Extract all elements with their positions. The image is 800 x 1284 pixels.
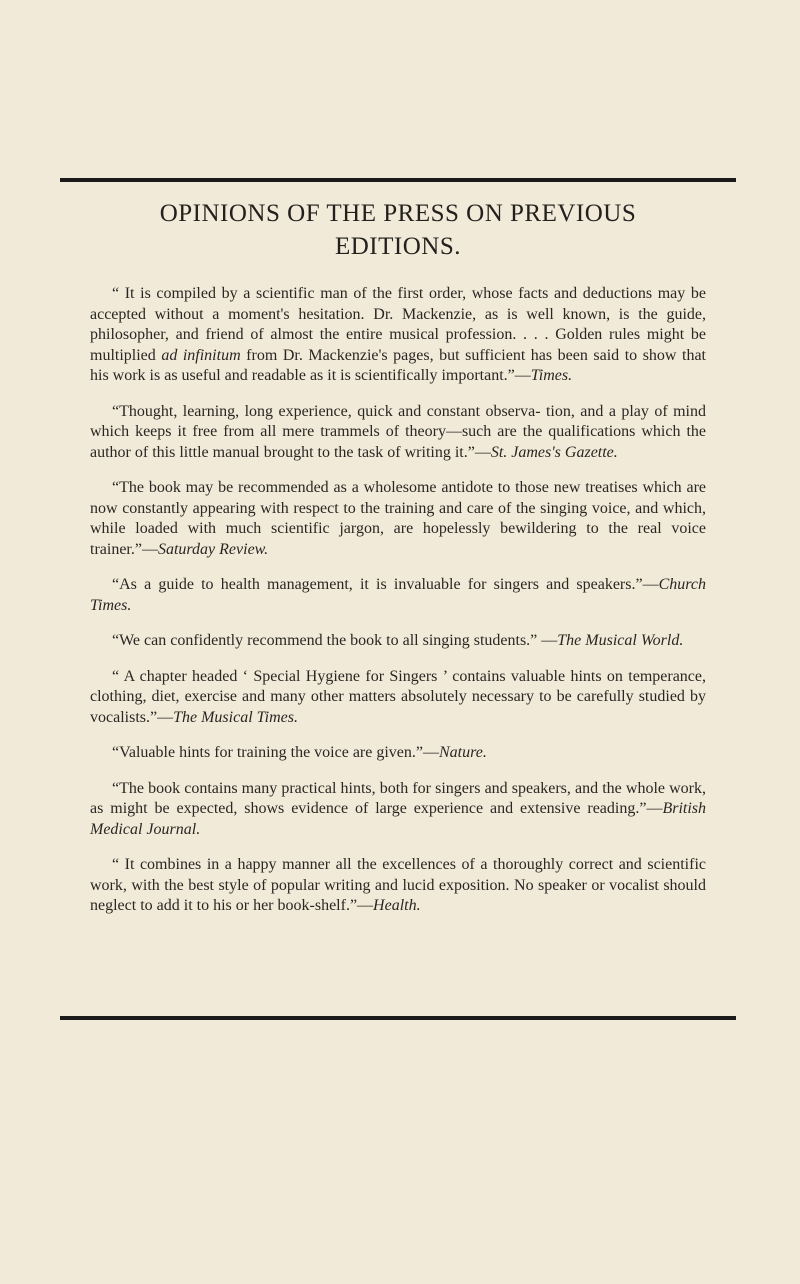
- quote-source: Health.: [373, 897, 421, 914]
- quote-text: “Valuable hints for training the voice are given.”—: [112, 744, 439, 761]
- quote-source: Nature.: [439, 744, 487, 761]
- quote-text: “ It is compiled by a scientific man of the first order, whose facts and deductions may be accepted without a moment's hesitation. Dr. Mackenzie, as is well known, is the guide, philosopher, and friend of almost the entire musical profession. . . . Golden rules might be multiplied: [90, 285, 706, 364]
- quote-text: from Dr. Mackenzie's pages, but sufficient has been said to show that his work is as useful and readable as it is scientifically important.”—: [90, 346, 707, 384]
- bottom-rule: [60, 1016, 736, 1020]
- quote-church-times: [90, 575, 706, 616]
- quote-source: British Medical Journal.: [90, 800, 706, 838]
- quote-nature: [90, 743, 706, 764]
- quote-text: “ It combines in a happy manner all the excellences of a thoroughly correct and scientific work, with the best style of popular writing and lucid exposition. No speaker or vocalist should neglect to add it to his or her book-shelf.”—: [90, 856, 706, 914]
- title-line-1: OPINIONS OF THE PRESS ON PREVIOUS: [159, 200, 637, 227]
- quote-text: “The book contains many practical hints, both for singers and speakers, and the whole work, as might be expected, shows evidence of large experience and extensive reading.”—: [90, 779, 706, 817]
- quote-st-jamess-gazette: [90, 402, 706, 464]
- quote-musical-times: [90, 667, 706, 729]
- quote-musical-world: [90, 631, 706, 652]
- quote-source: Times.: [530, 367, 573, 384]
- quote-text: “ A chapter headed ‘ Special Hygiene for Singers ’ contains valuable hints on temperance, clothing, diet, exercise and many other matters absolutely necessary to be carefully studied by vocalists.”—: [90, 667, 706, 726]
- page-title: [90, 197, 706, 263]
- quote-text: “As a guide to health management, it is invaluable for singers and speakers.”—: [112, 576, 659, 593]
- quote-source: St. James's Gazette.: [490, 443, 618, 461]
- quote-saturday-review: [90, 478, 706, 560]
- quote-text: “The book may be recommended as a wholesome antidote to those new treatises which are now constantly appearing with respect to the training and care of the singing voice, and which, while loaded with much scientific jargon, are hopelessly bewildering to the real voice trainer.”—: [90, 479, 706, 558]
- quote-text: “We can confidently recommend the book to all singing students.” —: [112, 632, 558, 649]
- quote-source: The Musical World.: [557, 632, 684, 649]
- quote-health: [90, 855, 706, 917]
- title-line-2: EDITIONS.: [334, 233, 461, 260]
- quote-british-medical-journal: [90, 779, 706, 841]
- quote-times: [90, 284, 706, 387]
- page-content: [90, 197, 706, 932]
- quote-italic-phrase: ad infinitum: [161, 346, 241, 364]
- quote-source: Church Times.: [90, 576, 706, 614]
- quote-source: The Musical Times.: [173, 708, 298, 726]
- quote-text: “Thought, learning, long experience, quick and constant observa- tion, and a play of mind which keeps it free from all mere trammels of theory—such are the qualifications which the author of this little manual brought to the task of writing it.”—: [90, 402, 706, 461]
- quote-source: Saturday Review.: [157, 540, 269, 558]
- top-rule: [60, 178, 736, 182]
